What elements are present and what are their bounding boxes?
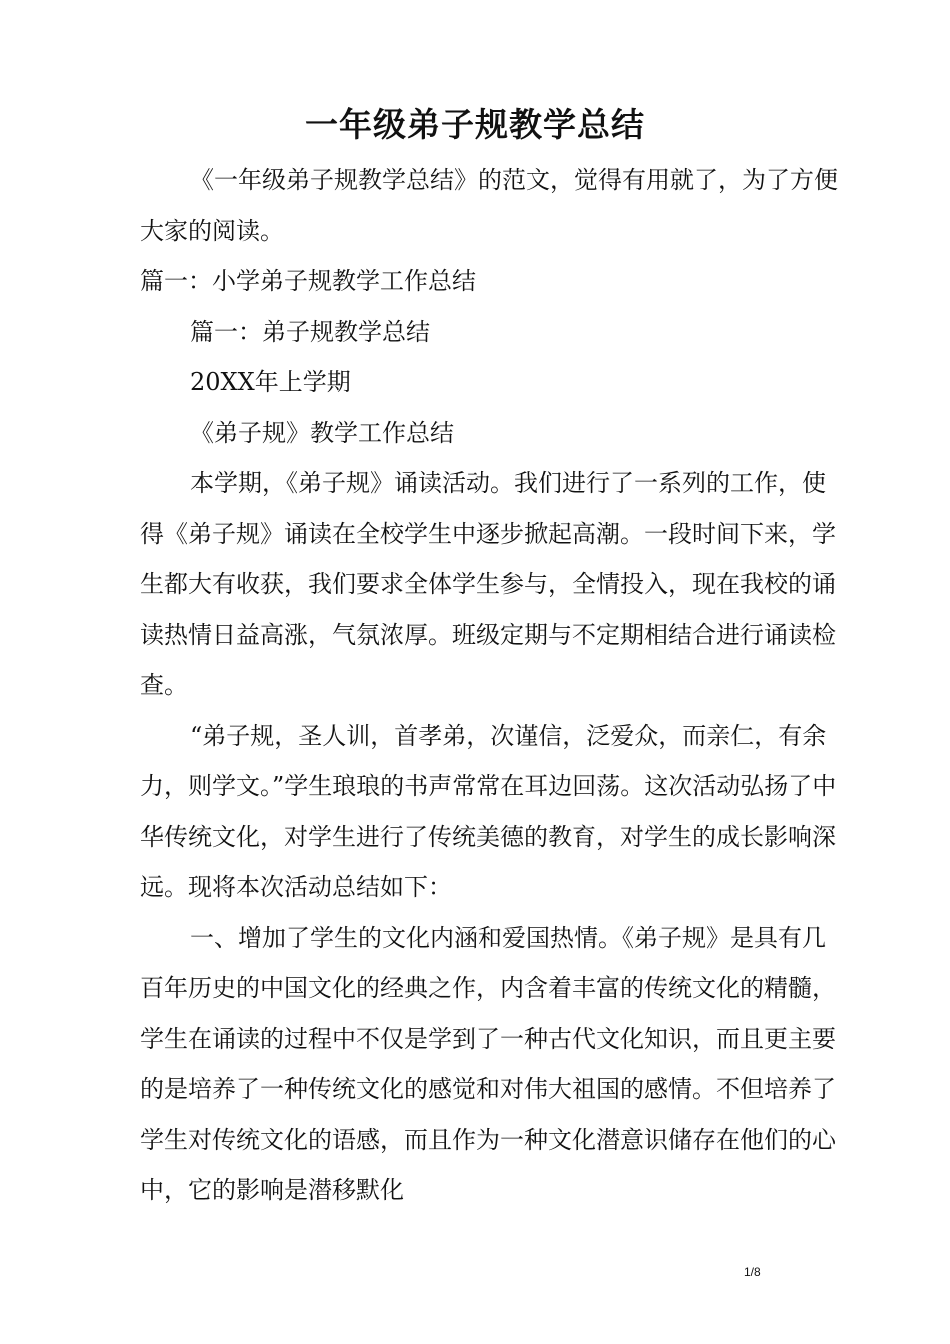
quote-paragraph: “弟子规，圣人训，首孝弟，次谨信，泛爱众，而亲仁，有余力，则学文。”学生琅琅的书声常常在耳边回荡。这次活动弘扬了中华传统文化，对学生进行了传统美德的教育，对学生的成长影响深远。现将本次活动总结如下：: [140, 721, 837, 901]
summary-title-line: 《弟子规》教学工作总结: [190, 418, 454, 447]
document-title: 一年级弟子规教学总结: [305, 105, 645, 144]
point-one-paragraph: 一、增加了学生的文化内涵和爱国热情。《弟子规》是具有几百年历史的中国文化的经典之作，内含着丰富的传统文化的精髓，学生在诵读的过程中不仅是学到了一种古代文化知识，而且更主要的是培养了一种传统文化的感觉和对伟大祖国的感情。不但培养了学生对传统文化的语感，而且作为一种文化潜意识储存在他们的心中，它的影响是潜移默化: [140, 923, 836, 1204]
subsection-heading: 篇一：弟子规教学总结: [190, 317, 430, 346]
document-body: [140, 155, 840, 1216]
page-number: 1/8: [744, 1265, 761, 1279]
term-line: 20XX年上学期: [190, 368, 351, 396]
intro-paragraph: 《一年级弟子规教学总结》的范文，觉得有用就了，为了方便大家的阅读。: [140, 166, 838, 245]
section-heading: 篇一：小学弟子规教学工作总结: [140, 267, 476, 295]
body-paragraph: 本学期，《弟子规》诵读活动。我们进行了一系列的工作，使得《弟子规》诵读在全校学生中逐步掀起高潮。一段时间下来，学生都大有收获，我们要求全体学生参与，全情投入，现在我校的诵读热情日益高涨，气氛浓厚。班级定期与不定期相结合进行诵读检查。: [140, 469, 836, 699]
